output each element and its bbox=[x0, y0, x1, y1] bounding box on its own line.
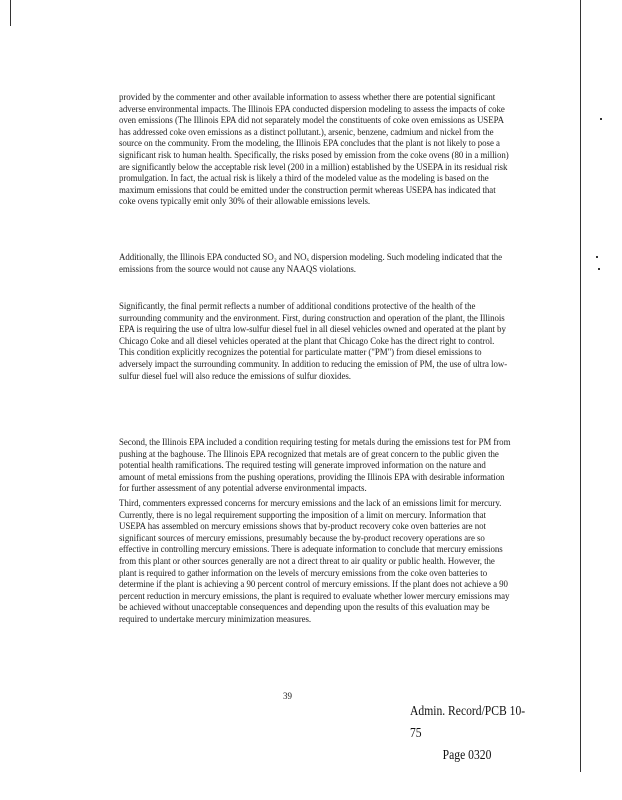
paragraph-2: Additionally, the Illinois EPA conducted SO₂ and NOₓ dispersion modeling. Such modeling indicated that the emissions from the source would not cause any NAAQS violations. bbox=[119, 252, 503, 274]
stamp-record-line: Admin. Record/PCB 10-75 bbox=[410, 703, 526, 740]
page-number: 39 bbox=[283, 691, 292, 701]
paragraph-5: Third, commenters expressed concerns for mercury emissions and the lack of an emissions limit for mercury. Currently, there is no legal requirement supporting the imposition of a limit on mercury. Information that USEPA has assembled on mercury emissions shows that by-product recovery coke oven batteries are not significant sources of mercury emissions, presumably because the by-product recovery operations are so effective in controlling mercury emissions. There is adequate information to conclude that mercury emissions from this plant or other sources generally are not a direct threat to air quality or public health. However, the plant is required to gather information on the levels of mercury emissions from the coke oven batteries to determine if the plant is achieving a 90 percent control of mercury emissions. If the plant does not achieve a 90 percent reduction in mercury emissions, the plant is required to evaluate whether lower mercury emissions may be achieved without unacceptable consequences and depending upon the results of this evaluation may be required to undertake mercury minimization measures. bbox=[119, 498, 510, 624]
paragraph-4: Second, the Illinois EPA included a condition requiring testing for metals during the emissions test for PM from pushing at the baghouse. The Illinois EPA recognized that metals are of great concern to the public given the potential health ramifications. The required testing will generate improved information on the nature and amount of metal emissions from the pushing operations, providing the Illinois EPA with desirable information for further assessment of any potential adverse environmental impacts. bbox=[119, 437, 511, 494]
scan-speck bbox=[596, 256, 598, 258]
stamp-page-line: Page 0320 bbox=[442, 747, 492, 762]
paragraph-1: provided by the commenter and other available information to assess whether there are potential significant adverse environmental impacts. The Illinois EPA conducted dispersion modeling to assess the impacts of coke oven emissions (The Illinois EPA did not separately model the constituents of coke oven emissions as USEPA has addressed coke oven emissions as a distinct pollutant.), arsenic, benzene, cadmium and nickel from the source on the community. From the modeling, the Illinois EPA concludes that the plant is not likely to pose a significant risk to human health. Specifically, the risks posed by emission from the coke ovens (80 in a million) are significantly below the acceptable risk level (200 in a million) established by the USEPA in its residual risk promulgation. In fact, the actual risk is likely a third of the modeled value as the modeling is based on the maximum emissions that could be emitted under the construction permit whereas USEPA has indicated that coke ovens typically emit only 30% of their allowable emissions levels. bbox=[119, 92, 509, 207]
scan-edge-mark bbox=[10, 0, 11, 26]
scan-speck bbox=[598, 268, 600, 270]
admin-record-stamp bbox=[410, 700, 530, 766]
paragraph-3: Significantly, the final permit reflects a number of additional conditions protective of the health of the surrounding community and the environment. First, during construction and operation of the plant, the Illinois EPA is requiring the use of ultra low-sulfur diesel fuel in all diesel vehicles owned and operated at the plant by Chicago Coke and all diesel vehicles operated at the plant that Chicago Coke has the direct right to control. This condition explicitly recognizes the potential for particulate matter ("PM") from diesel emissions to adversely impact the surrounding community. In addition to reducing the emission of PM, the use of ultra low-sulfur diesel fuel will also reduce the emissions of sulfur dioxides. bbox=[119, 301, 508, 381]
scan-edge-line bbox=[580, 0, 581, 772]
scan-speck bbox=[600, 118, 602, 120]
